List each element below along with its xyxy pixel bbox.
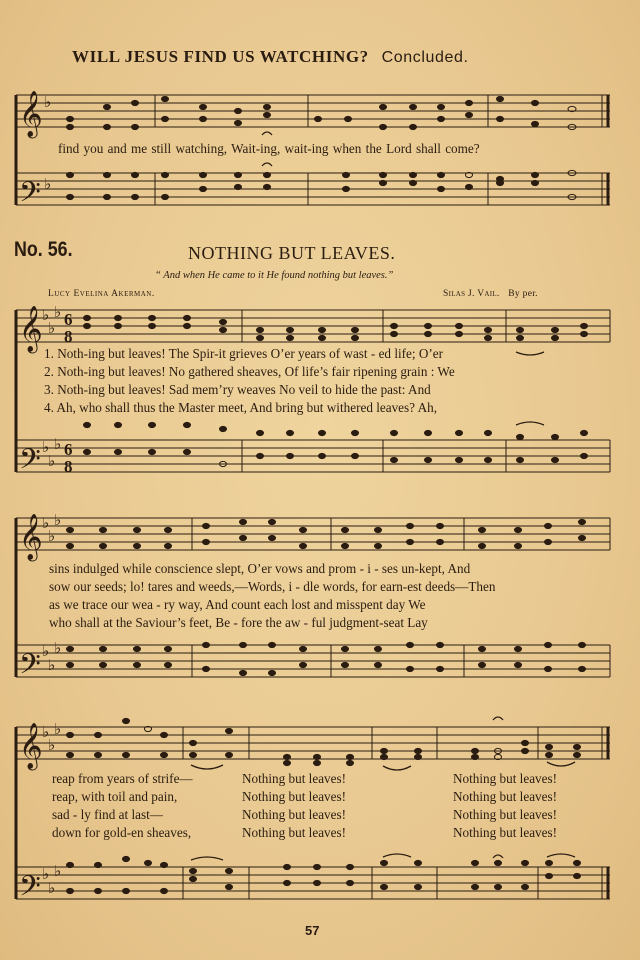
treble-clef-icon [19, 91, 43, 139]
hymn-number: No. 56. [14, 238, 73, 261]
svg-text:♭: ♭ [48, 656, 56, 674]
verse-4-line: 4. Ah, who shall thus the Master meet, And bring but withered leaves? Ah, [44, 400, 437, 415]
svg-text:♭: ♭ [42, 642, 50, 660]
bass-clef-icon: 𝄢 [19, 443, 41, 483]
verse-1-phrase: reap from years of strife— [52, 771, 193, 786]
verse-2-line: 2. Noth-ing but leaves! No gathered sheaves, Of life’s fair ripening grain : We [44, 364, 455, 379]
verse-1-refrain-b: Nothing but leaves! [453, 771, 558, 786]
svg-text:♭: ♭ [54, 862, 62, 880]
verse-4-line: who shall at the Saviour’s feet, Be - fore the aw - ful judgment-seat Lay [49, 615, 428, 630]
verse-4-refrain-a: Nothing but leaves! [242, 825, 347, 840]
permission-note: By per. [508, 289, 538, 299]
concluded-label: Concluded. [381, 49, 469, 66]
verse-3-phrase: sad - ly find at last— [52, 807, 163, 822]
treble-clef-icon: 𝄞 [19, 723, 43, 769]
svg-text:♭: ♭ [42, 514, 50, 532]
verse-1-refrain-a: Nothing but leaves! [242, 771, 347, 786]
verse-3-line: as we trace our wea - ry way, And count each lost and misspent day We [49, 597, 426, 612]
verse-2-phrase: reap, with toil and pain, [52, 789, 178, 804]
verse-4-phrase: down for gold-en sheaves, [52, 825, 192, 840]
verse-2-refrain-b: Nothing but leaves! [453, 789, 558, 804]
previous-hymn-lyrics: find you and me still watching, Wait-ing, wait-ing when the Lord shall come? [58, 141, 480, 156]
verse-2-line: sow our seeds; lo! tares and weeds,—Words, i - dle words, for earn-est deeds—Then [49, 579, 496, 594]
bass-clef-icon: 𝄢 [19, 648, 41, 688]
svg-text:♭: ♭ [54, 303, 62, 321]
svg-text:♭: ♭ [42, 723, 50, 741]
hymn-author: Lucy Evelina Akerman. [48, 289, 155, 299]
treble-clef-icon: 𝄞 [19, 306, 43, 352]
svg-text:♭: ♭ [54, 435, 62, 453]
svg-text:♭: ♭ [42, 306, 50, 324]
verse-1-line: sins indulged while conscience slept, O’er vows and prom - i - ses un-kept, And [49, 561, 471, 576]
svg-text:8: 8 [64, 457, 73, 476]
svg-text:♭: ♭ [54, 639, 62, 657]
verse-4-refrain-b: Nothing but leaves! [453, 825, 558, 840]
svg-text:♭: ♭ [42, 438, 50, 456]
svg-text:♭: ♭ [48, 452, 56, 470]
verse-2-refrain-a: Nothing but leaves! [242, 789, 347, 804]
svg-text:♭: ♭ [48, 319, 56, 337]
svg-text:♭: ♭ [48, 527, 56, 545]
verse-1-line: 1. Noth-ing but leaves! The Spir-it grieves O’er years of wast - ed life; O’er [44, 346, 444, 361]
svg-text:♭: ♭ [48, 736, 56, 754]
verse-3-refrain-a: Nothing but leaves! [242, 807, 347, 822]
bass-clef-icon: 𝄢 [19, 176, 41, 216]
hymn-composer [443, 289, 538, 299]
hymn-title: NOTHING BUT LEAVES. [188, 243, 396, 263]
svg-text:6: 6 [64, 440, 73, 459]
svg-text:6: 6 [64, 310, 73, 329]
bass-clef-icon: 𝄢 [19, 870, 41, 910]
verse-3-refrain-b: Nothing but leaves! [453, 807, 558, 822]
svg-text:♭: ♭ [44, 175, 52, 193]
verse-3-line: 3. Noth-ing but leaves! Sad mem’ry weaves No veil to hide the past: And [44, 382, 431, 397]
svg-text:♭: ♭ [44, 93, 52, 111]
composer-name: Silas J. Vail. [443, 289, 500, 299]
hymn-epigraph: “ And when He came to it He found nothing but leaves.” [155, 270, 394, 281]
previous-hymn-title-text: WILL JESUS FIND US WATCHING? [72, 47, 369, 66]
svg-text:♭: ♭ [54, 720, 62, 738]
svg-text:♭: ♭ [48, 879, 56, 897]
svg-text:♭: ♭ [42, 865, 50, 883]
treble-clef-icon: 𝄞 [19, 514, 43, 560]
page-number: 57 [305, 923, 320, 938]
svg-text:♭: ♭ [54, 511, 62, 529]
svg-text:8: 8 [64, 327, 73, 346]
svg-text:𝄞: 𝄞 [19, 91, 43, 137]
